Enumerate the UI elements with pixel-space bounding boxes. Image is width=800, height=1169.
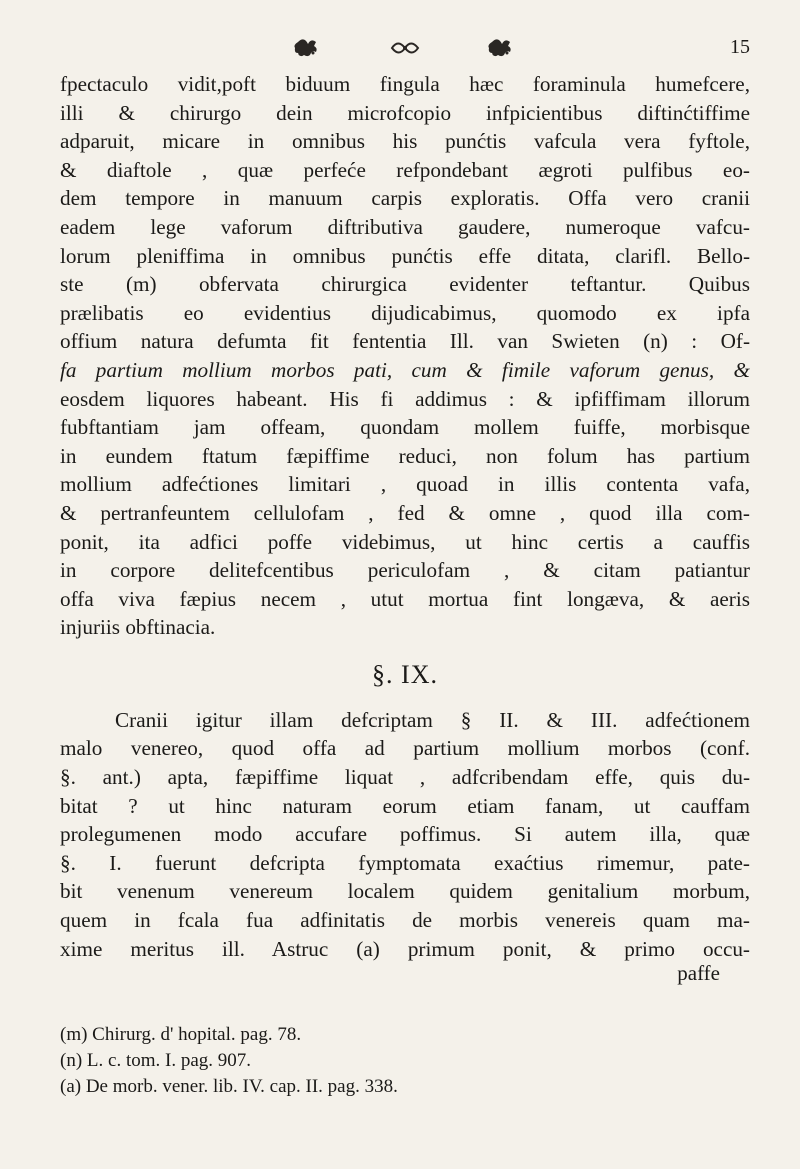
text-line: §. I. fuerunt defcripta fymptomata exaćtius rimemur, pate- bbox=[60, 850, 750, 875]
text-line: lorum pleniffima in omnibus punćtis effe ditata, clarifl. Bello- bbox=[60, 243, 750, 268]
page-number: 15 bbox=[730, 36, 750, 58]
footnote: (a) De morb. vener. lib. IV. cap. II. pag. 338. bbox=[60, 1076, 398, 1098]
text-line: mollium adfećtiones limitari , quoad in illis contenta vafa, bbox=[60, 472, 750, 497]
text-line: offa viva fæpius necem , utut mortua fint longæva, & aeris bbox=[60, 586, 750, 611]
footnote: (m) Chirurg. d' hopital. pag. 78. bbox=[60, 1024, 302, 1046]
text-line: in corpore delitefcentibus periculofam , & citam patiantur bbox=[60, 558, 750, 583]
paragraph-2 bbox=[60, 706, 750, 963]
text-line: injuriis obftinacia. bbox=[60, 615, 216, 640]
text-line: prælibatis eo evidentius dijudicabimus, quomodo ex ipfa bbox=[60, 300, 750, 325]
catchword: paffe bbox=[677, 961, 720, 986]
paragraph-1 bbox=[60, 70, 750, 642]
header-ornament-icon bbox=[280, 34, 530, 64]
footnote: (n) L. c. tom. I. pag. 907. bbox=[60, 1050, 252, 1072]
text-line: malo venereo, quod offa ad partium mollium morbos (conf. bbox=[60, 736, 750, 761]
page bbox=[60, 34, 750, 1100]
footnotes bbox=[60, 1022, 750, 1100]
text-line: & pertranfeuntem cellulofam , fed & omne , quod illa com- bbox=[60, 500, 750, 525]
text-line: xime meritus ill. Astruc (a) primum ponit, & primo occu- bbox=[60, 936, 750, 961]
text-line: & diaftole , quæ perfeće refpondebant ægroti pulfibus eo- bbox=[60, 157, 750, 182]
text-line: §. ant.) apta, fæpiffime liquat , adfcribendam effe, quis du- bbox=[60, 765, 750, 790]
section-heading: §. IX. bbox=[372, 659, 438, 689]
text-line: in eundem ftatum fæpiffime reduci, non folum has partium bbox=[60, 443, 750, 468]
text-line: quem in fcala fua adfinitatis de morbis venereis quam ma- bbox=[60, 908, 750, 933]
text-line: dem tempore in manuum carpis exploratis. Offa vero cranii bbox=[60, 186, 750, 211]
text-line: fpectaculo vidit,poft biduum fingula hæc foraminula humefcere, bbox=[60, 72, 750, 96]
text-line: offium natura defumta fit fententia Ill. van Swieten (n) : Of- bbox=[60, 329, 750, 354]
text-line: ste (m) obfervata chirurgica evidenter teftantur. Quibus bbox=[60, 272, 750, 297]
text-line: eadem lege vaforum diftributiva gaudere, numeroque vafcu- bbox=[60, 214, 750, 239]
text-line: illi & chirurgo dein microfcopio infpicientibus diftinćtiffime bbox=[60, 100, 750, 125]
text-line: eosdem liquores habeant. His fi addimus : & ipfiffimam illorum bbox=[60, 386, 750, 411]
text-line: Cranii igitur illam defcriptam § II. & III. adfećtionem bbox=[115, 707, 750, 732]
text-line: adparuit, micare in omnibus his punćtis vafcula vera fyftole, bbox=[60, 129, 750, 154]
text-line: bitat ? ut hinc naturam eorum etiam fanam, ut cauffam bbox=[60, 793, 750, 818]
text-line: fa partium mollium morbos pati, cum & fimile vaforum genus, & bbox=[60, 357, 750, 382]
page-header bbox=[60, 34, 750, 70]
text-line: prolegumenen modo accufare poffimus. Si autem illa, quæ bbox=[60, 822, 750, 847]
text-line: fubftantiam jam offeam, quondam mollem fuiffe, morbisque bbox=[60, 415, 750, 440]
text-line: ponit, ita adfici poffe videbimus, ut hinc certis a cauffis bbox=[60, 529, 750, 554]
text-line: bit venenum venereum localem quidem genitalium morbum, bbox=[60, 879, 750, 904]
